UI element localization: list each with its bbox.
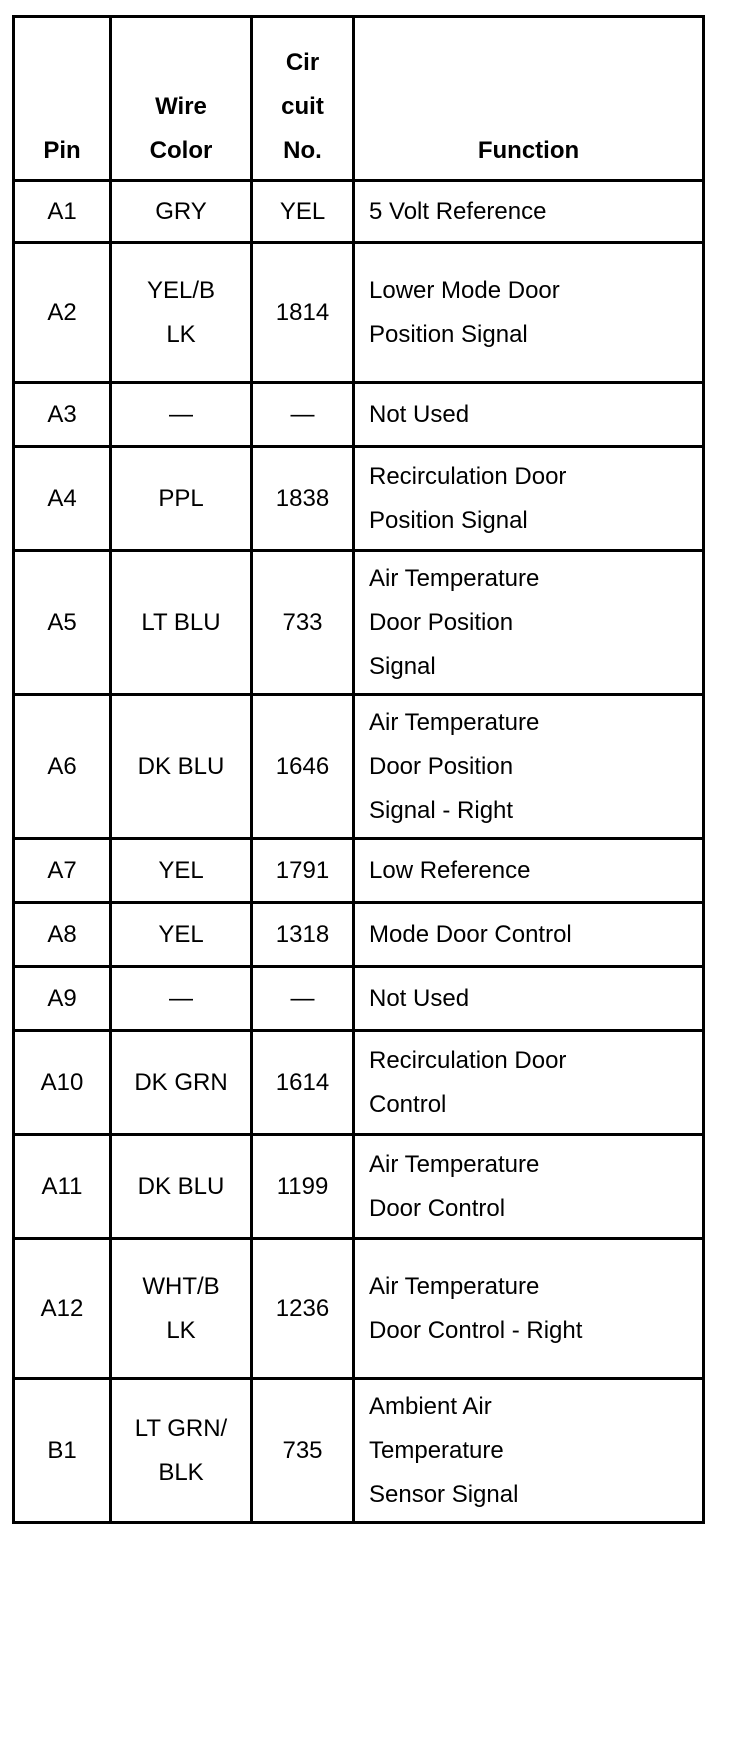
circuit-number-text: —: [290, 400, 315, 428]
circuit-number-cell: [252, 1031, 354, 1135]
table-row: [14, 243, 704, 383]
function-cell: [354, 695, 704, 839]
pin-cell: [14, 1135, 111, 1239]
circuit-number-text: YEL: [279, 197, 326, 225]
function-text: Air Temperature: [369, 564, 540, 592]
table-row: [14, 447, 704, 551]
function-text: Ambient Air: [369, 1392, 492, 1420]
wire-color-text: LT GRN/: [134, 1414, 228, 1442]
pin-text: A8: [47, 920, 77, 948]
function-text: Not Used: [369, 984, 470, 1012]
wire-color-text: LK: [166, 1316, 196, 1344]
function-text: Sensor Signal: [369, 1480, 519, 1508]
wire-color-text: LK: [166, 320, 196, 348]
connector-pinout-document: [12, 15, 705, 1524]
function-text: Door Position: [369, 608, 514, 636]
function-cell: [354, 903, 704, 967]
pin-text: A10: [40, 1068, 84, 1096]
circuit-number-cell: [252, 181, 354, 243]
wire-color-text: DK GRN: [134, 1068, 228, 1096]
circuit-number-cell: [252, 243, 354, 383]
table-row: [14, 181, 704, 243]
function-text: Door Control - Right: [369, 1316, 583, 1344]
wire-color-cell: [111, 1379, 252, 1523]
header-function-text: Function: [477, 137, 580, 164]
function-cell: [354, 1239, 704, 1379]
function-text: Lower Mode Door: [369, 276, 560, 304]
pin-text: A12: [40, 1294, 84, 1322]
wire-color-cell: [111, 967, 252, 1031]
circuit-number-cell: [252, 839, 354, 903]
header-pin-text: Pin: [43, 137, 81, 164]
wire-color-text: BLK: [158, 1458, 204, 1486]
pin-cell: [14, 903, 111, 967]
circuit-number-cell: [252, 903, 354, 967]
wire-color-cell: [111, 1031, 252, 1135]
pin-text: A9: [47, 984, 77, 1012]
wire-color-text: LT BLU: [141, 608, 221, 636]
circuit-number-cell: [252, 967, 354, 1031]
pin-text: A2: [47, 298, 77, 326]
wire-color-text: GRY: [155, 197, 207, 225]
circuit-number-text: 733: [282, 608, 323, 636]
function-text: Air Temperature: [369, 1272, 540, 1300]
circuit-number-text: 1791: [275, 856, 330, 884]
pin-text: A6: [47, 752, 77, 780]
header-function: [354, 17, 704, 181]
pin-text: A7: [47, 856, 77, 884]
table-row: [14, 383, 704, 447]
function-text: Door Position: [369, 752, 514, 780]
pin-cell: [14, 1239, 111, 1379]
function-text: Signal - Right: [369, 796, 514, 824]
circuit-number-text: 1614: [275, 1068, 330, 1096]
pin-text: A4: [47, 484, 77, 512]
wire-color-text: YEL: [158, 920, 204, 948]
pin-cell: [14, 695, 111, 839]
header-wire-line-2: Color: [149, 137, 213, 164]
wire-color-text: —: [169, 400, 193, 428]
function-cell: [354, 447, 704, 551]
pin-text: A5: [47, 608, 77, 636]
circuit-number-text: 1199: [276, 1172, 329, 1200]
pin-cell: [14, 383, 111, 447]
pin-text: A3: [47, 400, 77, 428]
function-text: Door Control: [369, 1194, 506, 1222]
circuit-number-cell: [252, 383, 354, 447]
function-text: Recirculation Door: [369, 1046, 567, 1074]
function-text: Air Temperature: [369, 1150, 540, 1178]
function-cell: [354, 1135, 704, 1239]
function-text: Signal: [369, 652, 436, 680]
header-circuit-line-1: Cir: [285, 49, 320, 76]
circuit-number-cell: [252, 447, 354, 551]
circuit-number-text: 1646: [275, 752, 330, 780]
function-text: 5 Volt Reference: [369, 197, 547, 225]
function-text: Air Temperature: [369, 708, 540, 736]
circuit-number-text: —: [290, 984, 315, 1012]
wire-color-cell: [111, 903, 252, 967]
pin-cell: [14, 1379, 111, 1523]
function-text: Mode Door Control: [369, 920, 572, 948]
header-circuit-no: [252, 17, 354, 181]
pin-text: A1: [47, 197, 77, 225]
wire-color-text: YEL/B: [146, 276, 216, 304]
circuit-number-cell: [252, 695, 354, 839]
pin-cell: [14, 447, 111, 551]
wire-color-text: DK BLU: [137, 1172, 225, 1200]
table-row: [14, 1031, 704, 1135]
function-text: Temperature: [369, 1436, 504, 1464]
function-text: Recirculation Door: [369, 462, 567, 490]
function-cell: [354, 839, 704, 903]
table-row: [14, 1239, 704, 1379]
function-cell: [354, 1379, 704, 1523]
function-text: Not Used: [369, 400, 470, 428]
wire-color-cell: [111, 839, 252, 903]
table-row: [14, 839, 704, 903]
function-text: Low Reference: [369, 856, 531, 884]
circuit-number-text: 1838: [275, 484, 330, 512]
circuit-number-cell: [252, 551, 354, 695]
table-row: [14, 903, 704, 967]
function-cell: [354, 967, 704, 1031]
wire-color-cell: [111, 1135, 252, 1239]
wire-color-text: DK BLU: [137, 752, 225, 780]
function-cell: [354, 181, 704, 243]
pin-cell: [14, 967, 111, 1031]
table-row: [14, 695, 704, 839]
pin-cell: [14, 1031, 111, 1135]
header-circuit-line-2: cuit: [281, 93, 324, 120]
function-cell: [354, 383, 704, 447]
wire-color-text: —: [169, 984, 193, 1012]
header-row: [14, 17, 704, 181]
wire-color-cell: [111, 383, 252, 447]
wire-color-cell: [111, 1239, 252, 1379]
function-text: Position Signal: [369, 320, 528, 348]
header-circuit-line-3: No.: [283, 137, 322, 164]
pin-cell: [14, 243, 111, 383]
function-cell: [354, 551, 704, 695]
circuit-number-cell: [252, 1239, 354, 1379]
header-wire-line-1: Wire: [155, 93, 207, 120]
function-cell: [354, 243, 704, 383]
function-text: Control: [369, 1090, 447, 1118]
pin-text: A11: [41, 1172, 83, 1200]
circuit-number-text: 1236: [275, 1294, 330, 1322]
table-row: [14, 967, 704, 1031]
table-row: [14, 551, 704, 695]
circuit-number-cell: [252, 1379, 354, 1523]
pin-text: B1: [47, 1436, 77, 1464]
header-pin: [14, 17, 111, 181]
wire-color-text: WHT/B: [142, 1272, 220, 1300]
circuit-number-text: 1318: [275, 920, 330, 948]
wire-color-text: YEL: [158, 856, 204, 884]
table-row: [14, 1135, 704, 1239]
header-wire-color: [111, 17, 252, 181]
wire-color-cell: [111, 181, 252, 243]
table-row: [14, 1379, 704, 1523]
wire-color-cell: [111, 447, 252, 551]
pinout-table: [12, 15, 705, 1524]
circuit-number-cell: [252, 1135, 354, 1239]
pinout-table-body: [14, 181, 704, 1523]
function-cell: [354, 1031, 704, 1135]
wire-color-cell: [111, 551, 252, 695]
wire-color-cell: [111, 695, 252, 839]
circuit-number-text: 735: [282, 1436, 323, 1464]
function-text: Position Signal: [369, 506, 528, 534]
wire-color-text: PPL: [158, 484, 204, 512]
pin-cell: [14, 181, 111, 243]
pin-cell: [14, 839, 111, 903]
circuit-number-text: 1814: [275, 298, 330, 326]
pin-cell: [14, 551, 111, 695]
wire-color-cell: [111, 243, 252, 383]
